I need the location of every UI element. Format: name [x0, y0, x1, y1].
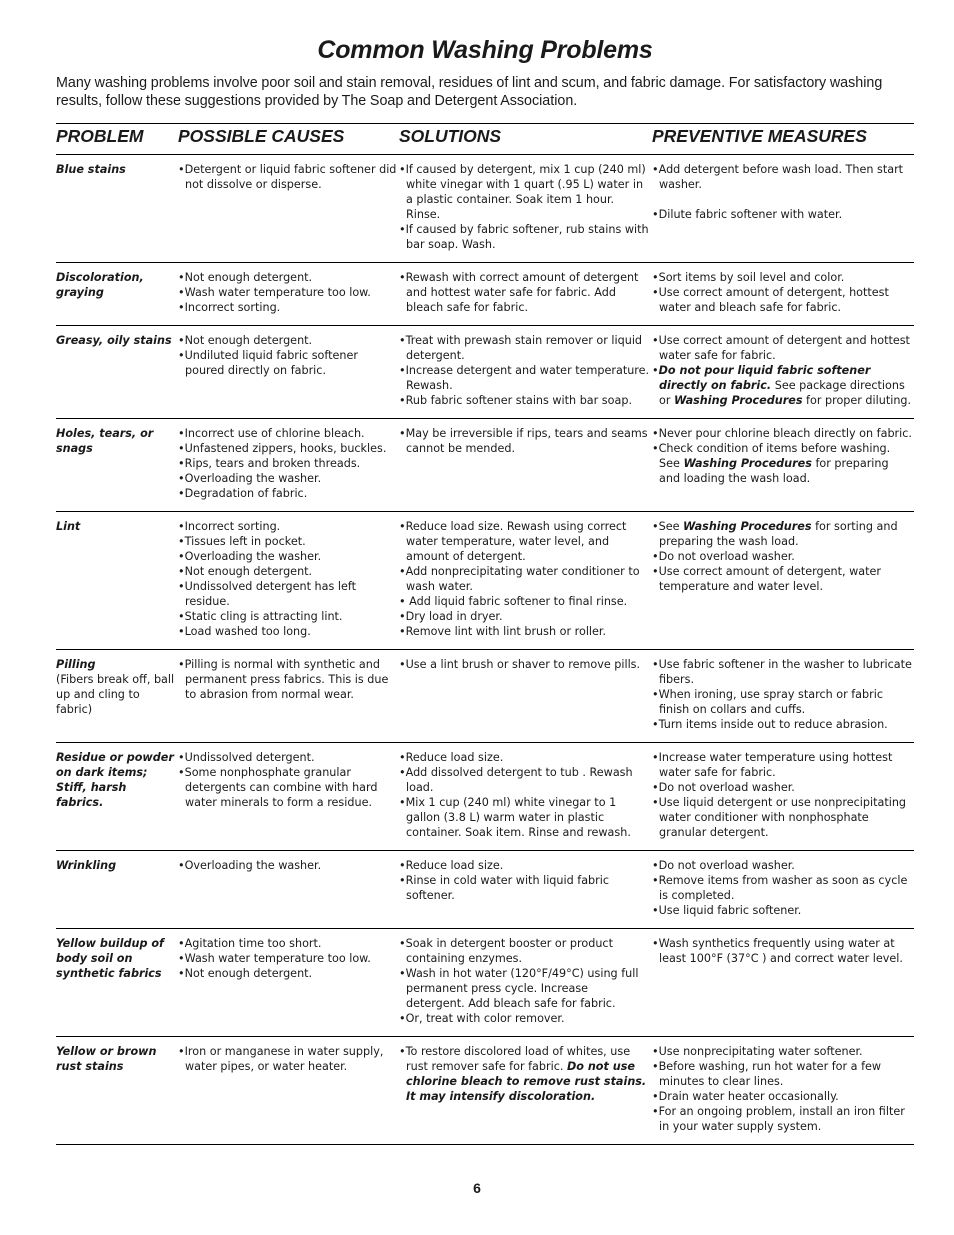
solutions-cell: [399, 851, 652, 929]
bullet-text: Some nonphosphate granular detergents can combine with hard water minerals to form a residue.: [184, 766, 378, 809]
bullet-item: [652, 270, 912, 285]
bullet-text: Use correct amount of detergent, hottest water and bleach safe for fabric.: [658, 286, 889, 314]
bullet-text: for proper diluting.: [802, 394, 912, 407]
bullet-item: [178, 549, 397, 564]
bullet-item: [178, 471, 397, 486]
emphasis-text: Do not use chlorine bleach to remove rust stains. It may intensify discoloration.: [406, 1060, 647, 1103]
bullet-item: [399, 426, 650, 456]
bullet-item: [652, 903, 912, 918]
solutions-cell: [399, 263, 652, 326]
bullet-item: [652, 207, 912, 222]
problem-cell: [56, 650, 178, 743]
bullet-text: Wash water temperature too low.: [184, 286, 371, 299]
bullet-item: [399, 363, 650, 393]
bullet-item: [652, 426, 912, 441]
bullet-item: [178, 348, 397, 378]
bullet-text: Overloading the washer.: [184, 472, 322, 485]
bullet-text: for sorting and preparing the wash load.: [659, 520, 898, 548]
bullet-item: [652, 717, 912, 732]
bullet-item: [178, 765, 397, 810]
bullet-item: [652, 750, 912, 780]
bullet-text: Increase water temperature using hottest water safe for fabric.: [658, 751, 893, 779]
bullet-item: [178, 624, 397, 639]
bullet-text: Treat with prewash stain remover or liquid detergent.: [405, 334, 643, 362]
bullet-item: [178, 333, 397, 348]
bullet-text: Add dissolved detergent to tub . Rewash load.: [405, 766, 633, 794]
bullet-text: Rinse in cold water with liquid fabric softener.: [405, 874, 610, 902]
header-possible-causes: POSSIBLE CAUSES: [178, 123, 399, 155]
solutions-cell: [399, 743, 652, 851]
solutions-cell: [399, 929, 652, 1037]
problem-name: Pilling: [56, 658, 96, 671]
bullet-item: [399, 222, 650, 252]
problem-cell: [56, 155, 178, 263]
bullet-text: Overloading the washer.: [184, 859, 322, 872]
bullet-item: [399, 162, 650, 222]
bullet-text: for preparing and loading the wash load.: [659, 457, 889, 485]
bullet-text: Increase detergent and water temperature. Rewash.: [405, 364, 650, 392]
problem-name: Greasy, oily stains: [56, 334, 172, 347]
bullet-text: Load washed too long.: [184, 625, 311, 638]
bullet-text: Pilling is normal with synthetic and permanent press fabrics. This is due to abrasion from normal wear.: [184, 658, 389, 701]
bullet-item: [652, 549, 912, 564]
problem-description: (Fibers break off, ball up and cling to fabric): [56, 673, 175, 716]
bullet-item: [178, 519, 397, 534]
bullet-text: Use correct amount of detergent and hottest water safe for fabric.: [658, 334, 910, 362]
causes-cell: [178, 326, 399, 419]
problem-cell: [56, 851, 178, 929]
bullet-item: [399, 966, 650, 1011]
bullet-text: Sort items by soil level and color.: [658, 271, 845, 284]
bullet-item: [178, 285, 397, 300]
bullet-item: [399, 873, 650, 903]
bullet-text: Do not overload washer.: [658, 550, 795, 563]
bullet-item: [178, 456, 397, 471]
bullet-text: Add detergent before wash load. Then start washer.: [658, 163, 904, 191]
bullet-item: [652, 795, 912, 840]
bullet-text: Use liquid detergent or use nonprecipitating water conditioner with nonphosphate granular detergent.: [658, 796, 907, 839]
bullet-item: [178, 426, 397, 441]
solutions-cell: [399, 1037, 652, 1145]
bullet-text: Not enough detergent.: [184, 565, 313, 578]
intro-paragraph: Many washing problems involve poor soil and stain removal, residues of lint and scum, and fabric damage. For satisfactory washing results, follow these suggestions provided by The Soap and Detergent Association.: [56, 75, 883, 109]
bullet-text: Tissues left in pocket.: [184, 535, 306, 548]
bullet-item: [652, 1089, 912, 1104]
solutions-cell: [399, 326, 652, 419]
bullet-item: [652, 780, 912, 795]
emphasis-text: Washing Procedures: [683, 520, 812, 533]
solutions-cell: [399, 419, 652, 512]
bullet-text: Incorrect sorting.: [184, 520, 281, 533]
causes-cell: [178, 650, 399, 743]
bullet-item: [652, 858, 912, 873]
header-problem: PROBLEM: [56, 123, 178, 155]
bullet-text: Use nonprecipitating water softener.: [658, 1045, 863, 1058]
page-number: 6: [473, 1180, 481, 1196]
bullet-text: Unfastened zippers, hooks, buckles.: [184, 442, 387, 455]
preventive-cell: [652, 929, 914, 1037]
bullet-text: For an ongoing problem, install an iron filter in your water supply system.: [658, 1105, 905, 1133]
bullet-item: [652, 1044, 912, 1059]
problem-name: Residue or powder on dark items; Stiff, harsh fabrics.: [56, 751, 174, 809]
bullet-item: [652, 936, 912, 966]
bullet-item: [178, 486, 397, 501]
bullet-text: Rewash with correct amount of detergent and hottest water safe for fabric. Add bleach safe for fabric.: [405, 271, 639, 314]
bullet-item: [399, 519, 650, 564]
bullet-text: Incorrect use of chlorine bleach.: [184, 427, 365, 440]
bullet-text: Use fabric softener in the washer to lubricate fibers.: [658, 658, 912, 686]
bullet-text: Add nonprecipitating water conditioner to wash water.: [405, 565, 640, 593]
bullet-item: [178, 441, 397, 456]
causes-cell: [178, 512, 399, 650]
bullet-text: If caused by fabric softener, rub stains with bar soap. Wash.: [405, 223, 649, 251]
bullet-text: Dry load in dryer.: [405, 610, 503, 623]
bullet-text: When ironing, use spray starch or fabric finish on collars and cuffs.: [658, 688, 883, 716]
bullet-text: Dilute fabric softener with water.: [658, 208, 843, 221]
bullet-item: [178, 858, 397, 873]
bullet-text: Detergent or liquid fabric softener did not dissolve or disperse.: [184, 163, 397, 191]
bullet-text: Wash in hot water (120°F/49°C) using full permanent press cycle. Increase detergent. Add bleach safe for fabric.: [405, 967, 639, 1010]
causes-cell: [178, 263, 399, 326]
problem-name: Blue stains: [56, 163, 126, 176]
bullet-text: Reduce load size. Rewash using correct water temperature, water level, and amount of detergent.: [405, 520, 627, 563]
bullet-text: Soak in detergent booster or product containing enzymes.: [405, 937, 613, 965]
solutions-cell: [399, 155, 652, 263]
preventive-cell: [652, 743, 914, 851]
bullet-item: [178, 936, 397, 951]
bullet-item: [652, 363, 912, 408]
bullet-text: See package directions or: [659, 379, 905, 407]
causes-cell: [178, 743, 399, 851]
bullet-text: Remove items from washer as soon as cycle is completed.: [658, 874, 908, 902]
bullet-item: [399, 1011, 650, 1026]
bullet-item: [178, 300, 397, 315]
bullet-item: [652, 564, 912, 594]
bullet-item: [652, 519, 912, 549]
problem-name: Discoloration, graying: [56, 271, 144, 299]
bullet-item: [399, 765, 650, 795]
bullet-item: [399, 270, 650, 315]
preventive-cell: [652, 155, 914, 263]
bullet-item: [399, 936, 650, 966]
preventive-cell: [652, 650, 914, 743]
bullet-text: Do not overload washer.: [658, 781, 795, 794]
bullet-item: [178, 609, 397, 624]
problem-name: Lint: [56, 520, 81, 533]
bullet-item: [178, 564, 397, 579]
bullet-text: Wash synthetics frequently using water at least 100°F (37°C ) and correct water level.: [658, 937, 903, 965]
problem-cell: [56, 743, 178, 851]
bullet-text: To restore discolored load of whites, use rust remover safe for fabric.: [405, 1045, 631, 1073]
bullet-item: [399, 858, 650, 873]
bullet-text: Wash water temperature too low.: [184, 952, 371, 965]
bullet-item: [652, 1059, 912, 1089]
problem-cell: [56, 1037, 178, 1145]
problem-cell: [56, 419, 178, 512]
bullet-item: [178, 1044, 397, 1074]
causes-cell: [178, 155, 399, 263]
bullet-text: Use a lint brush or shaver to remove pills.: [405, 658, 641, 671]
page: [56, 36, 914, 1145]
bullet-text: Or, treat with color remover.: [405, 1012, 565, 1025]
problem-cell: [56, 929, 178, 1037]
bullet-item: [178, 966, 397, 981]
bullet-item: [652, 162, 912, 192]
bullet-item: [652, 285, 912, 315]
solutions-cell: [399, 650, 652, 743]
bullet-item: [652, 441, 912, 486]
bullet-text: If caused by detergent, mix 1 cup (240 ml) white vinegar with 1 quart (.95 L) water in a plastic container. Soak item 1 hour. Rinse.: [405, 163, 646, 221]
bullet-item: [652, 687, 912, 717]
bullet-text: Use correct amount of detergent, water temperature and water level.: [658, 565, 881, 593]
bullet-text: Static cling is attracting lint.: [184, 610, 343, 623]
preventive-cell: [652, 326, 914, 419]
bullet-text: Not enough detergent.: [184, 271, 313, 284]
solutions-cell: [399, 512, 652, 650]
problem-name: Yellow or brown rust stains: [56, 1045, 157, 1073]
problem-cell: [56, 326, 178, 419]
causes-cell: [178, 851, 399, 929]
causes-cell: [178, 1037, 399, 1145]
bullet-text: Reduce load size.: [405, 751, 504, 764]
bullet-text: May be irreversible if rips, tears and seams cannot be mended.: [405, 427, 648, 455]
bullet-text: Add liquid fabric softener to final rinse.: [405, 595, 628, 608]
bullet-item: [178, 750, 397, 765]
bullet-text: Not enough detergent.: [184, 334, 313, 347]
bullet-text: Overloading the washer.: [184, 550, 322, 563]
emphasis-text: Do not pour liquid fabric softener directly on fabric.: [658, 364, 871, 392]
problem-name: Wrinkling: [56, 859, 117, 872]
bullet-text: Incorrect sorting.: [184, 301, 281, 314]
bullet-item: [652, 1104, 912, 1134]
bullet-text: Drain water heater occasionally.: [658, 1090, 839, 1103]
bullet-item: [178, 951, 397, 966]
preventive-cell: [652, 263, 914, 326]
bullet-text: Undissolved detergent.: [184, 751, 315, 764]
bullet-text: Reduce load size.: [405, 859, 504, 872]
washing-problems-table: [56, 123, 914, 1145]
bullet-text: See: [658, 520, 684, 533]
bullet-item: [399, 594, 650, 609]
bullet-item: [652, 333, 912, 363]
problem-name: Yellow buildup of body soil on synthetic fabrics: [56, 937, 164, 980]
bullet-text: Undiluted liquid fabric softener poured directly on fabric.: [184, 349, 358, 377]
header-preventive-measures: PREVENTIVE MEASURES: [652, 123, 914, 155]
bullet-item: [178, 270, 397, 285]
bullet-item: [399, 624, 650, 639]
bullet-item: [399, 795, 650, 840]
bullet-item: [652, 873, 912, 903]
emphasis-text: Washing Procedures: [683, 457, 812, 470]
bullet-text: Not enough detergent.: [184, 967, 313, 980]
preventive-cell: [652, 1037, 914, 1145]
preventive-cell: [652, 419, 914, 512]
bullet-text: Never pour chlorine bleach directly on fabric.: [658, 427, 912, 440]
bullet-item: [652, 657, 912, 687]
bullet-text: Rub fabric softener stains with bar soap.: [405, 394, 632, 407]
bullet-text: Turn items inside out to reduce abrasion.: [658, 718, 888, 731]
bullet-item: [178, 162, 397, 192]
bullet-item: [399, 564, 650, 594]
bullet-item: [178, 534, 397, 549]
bullet-text: Mix 1 cup (240 ml) white vinegar to 1 gallon (3.8 L) warm water in plastic container. Soak item. Rinse and rewash.: [405, 796, 631, 839]
bullet-item: [399, 333, 650, 363]
header-solutions: SOLUTIONS: [399, 123, 652, 155]
bullet-text: Before washing, run hot water for a few minutes to clear lines.: [658, 1060, 882, 1088]
preventive-cell: [652, 851, 914, 929]
bullet-text: Undissolved detergent has left residue.: [184, 580, 356, 608]
problem-cell: [56, 263, 178, 326]
bullet-item: [399, 657, 650, 672]
causes-cell: [178, 419, 399, 512]
bullet-text: Iron or manganese in water supply, water pipes, or water heater.: [184, 1045, 384, 1073]
bullet-text: Rips, tears and broken threads.: [184, 457, 361, 470]
bullet-text: Agitation time too short.: [184, 937, 322, 950]
bullet-text: Degradation of fabric.: [184, 487, 308, 500]
causes-cell: [178, 929, 399, 1037]
bullet-text: Use liquid fabric softener.: [658, 904, 802, 917]
page-title: Common Washing Problems: [317, 36, 653, 64]
bullet-item: [399, 1044, 650, 1104]
bullet-item: [399, 609, 650, 624]
preventive-cell: [652, 512, 914, 650]
problem-cell: [56, 512, 178, 650]
bullet-item: [178, 579, 397, 609]
emphasis-text: Washing Procedures: [674, 394, 803, 407]
bullet-text: Remove lint with lint brush or roller.: [405, 625, 607, 638]
spacer: [652, 192, 912, 207]
bullet-item: [178, 657, 397, 702]
bullet-item: [399, 393, 650, 408]
problem-name: Holes, tears, or snags: [56, 427, 154, 455]
bullet-text: Check condition of items before washing. See: [658, 442, 891, 470]
bullet-text: Do not overload washer.: [658, 859, 795, 872]
bullet-item: [399, 750, 650, 765]
